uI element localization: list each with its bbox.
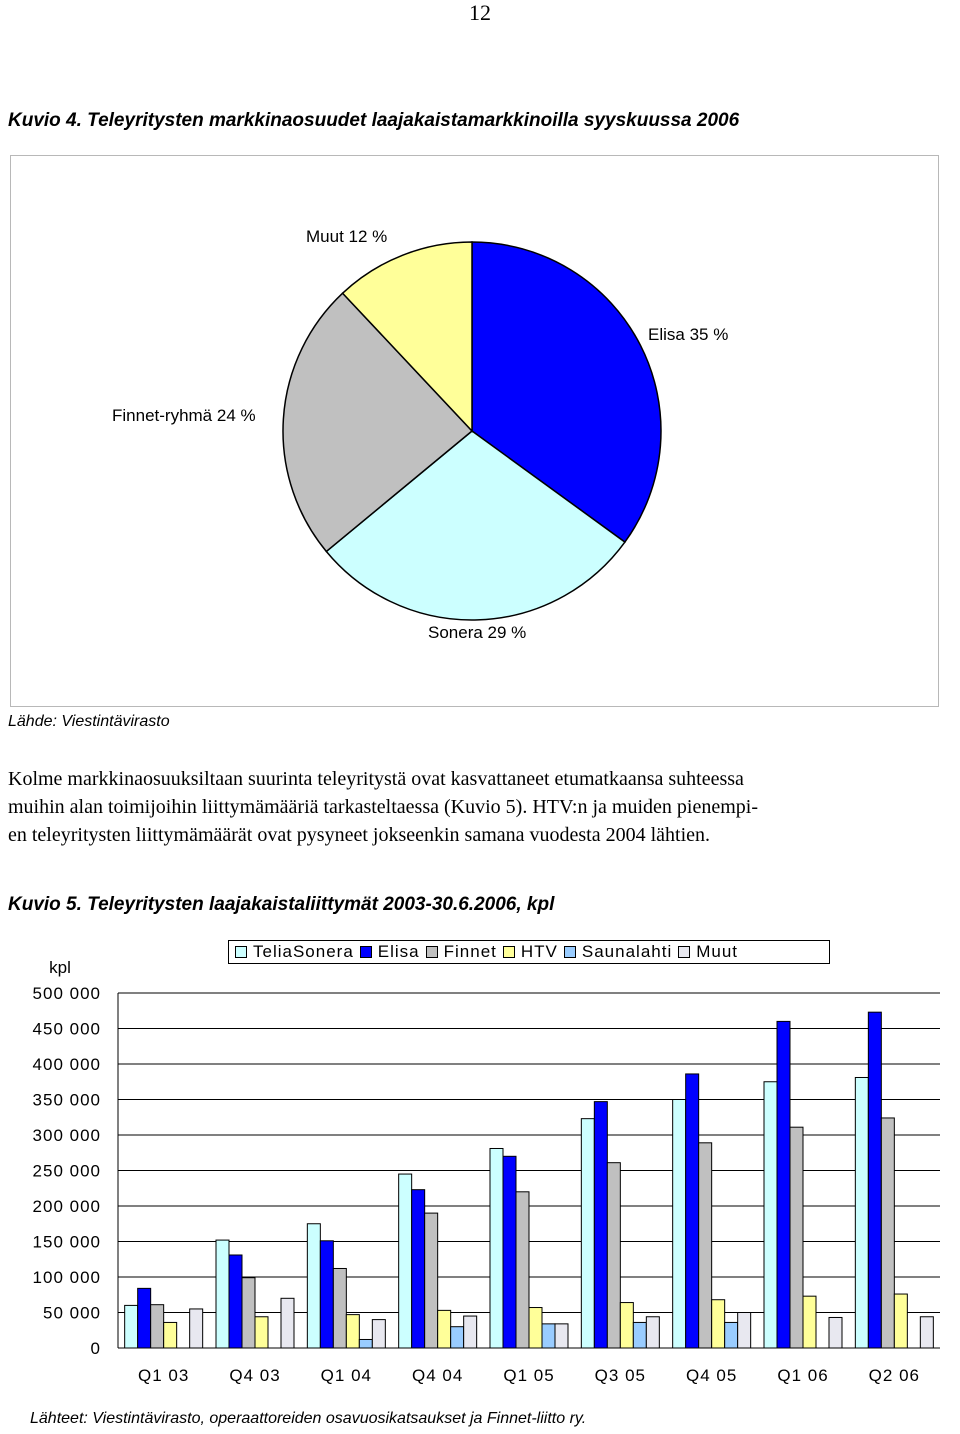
bar-teliasonera-q4-04: [399, 1174, 412, 1348]
x-tick-label: Q4 03: [229, 1366, 281, 1385]
pie-label-finnet: Finnet-ryhmä 24 %: [112, 406, 256, 425]
x-tick-label: Q1 06: [777, 1366, 829, 1385]
x-tick-label: Q4 05: [686, 1366, 738, 1385]
legend-label: HTV: [520, 942, 558, 961]
bar-elisa-q4-03: [229, 1255, 242, 1348]
x-tick-label: Q3 05: [594, 1366, 646, 1385]
bar-finnet-q1-06: [790, 1127, 803, 1348]
bar-teliasonera-q2-06: [855, 1077, 868, 1348]
x-tick-label: Q4 04: [412, 1366, 464, 1385]
bar-teliasonera-q4-03: [216, 1240, 229, 1348]
bar-htv-q1-04: [346, 1315, 359, 1348]
bar-teliasonera-q1-03: [125, 1305, 138, 1348]
bar-chart: [0, 930, 960, 1410]
x-tick-label: Q1 04: [320, 1366, 372, 1385]
bar-elisa-q4-04: [412, 1190, 425, 1348]
bar-finnet-q1-05: [516, 1192, 529, 1348]
y-tick-label: 200 000: [32, 1197, 101, 1216]
bar-htv-q4-04: [438, 1310, 451, 1348]
x-tick-label: Q1 05: [503, 1366, 555, 1385]
bar-htv-q4-05: [712, 1300, 725, 1348]
bar-muut-q1-04: [372, 1320, 385, 1348]
bar-finnet-q1-03: [151, 1305, 164, 1348]
page-number: 12: [469, 0, 491, 25]
bar-saunalahti-q1-04: [359, 1339, 372, 1348]
bar-htv-q1-03: [164, 1322, 177, 1348]
bar-muut-q4-05: [738, 1313, 751, 1349]
bar-elisa-q1-03: [138, 1288, 151, 1348]
bar-finnet-q4-05: [699, 1143, 712, 1348]
bar-saunalahti-q3-05: [633, 1322, 646, 1348]
legend-label: Elisa: [377, 942, 420, 961]
bar-teliasonera-q3-05: [581, 1119, 594, 1348]
y-tick-label: 500 000: [32, 984, 101, 1003]
y-axis-label: kpl: [49, 958, 71, 977]
bar-muut-q3-05: [646, 1317, 659, 1348]
y-tick-label: 400 000: [32, 1055, 101, 1074]
bar-teliasonera-q1-05: [490, 1148, 503, 1348]
bar-teliasonera-q1-06: [764, 1082, 777, 1348]
bar-muut-q4-04: [464, 1316, 477, 1348]
body-line: en teleyritysten liittymämäärät ovat pysyneet jokseenkin samana vuodesta 2004 lähtien.: [8, 824, 711, 846]
bar-teliasonera-q4-05: [673, 1100, 686, 1349]
figure5-title: Kuvio 5. Teleyritysten laajakaistaliittymät 2003-30.6.2006, kpl: [8, 894, 555, 915]
legend-label: Finnet: [443, 942, 497, 961]
pie-label-muut: Muut 12 %: [306, 227, 388, 246]
bar-muut-q1-03: [190, 1309, 203, 1348]
bar-source-note: Lähteet: Viestintävirasto, operaattoreiden osavuosikatsaukset ja Finnet-liitto ry.: [30, 1410, 587, 1427]
bar-saunalahti-q4-05: [725, 1322, 738, 1348]
y-tick-label: 300 000: [32, 1126, 101, 1145]
bar-elisa-q2-06: [868, 1012, 881, 1348]
bar-finnet-q4-04: [425, 1213, 438, 1348]
bar-finnet-q3-05: [607, 1163, 620, 1348]
legend-label: Muut: [696, 942, 739, 961]
y-tick-label: 0: [90, 1339, 101, 1358]
bar-saunalahti-q4-04: [451, 1327, 464, 1348]
bar-finnet-q4-03: [242, 1278, 255, 1348]
y-tick-label: 150 000: [32, 1232, 101, 1252]
x-tick-label: Q2 06: [868, 1366, 920, 1385]
body-line: muihin alan toimijoihin liittymämääriä tarkasteltaessa (Kuvio 5). HTV:n ja muiden pienempi-: [8, 796, 758, 818]
y-tick-label: 250 000: [32, 1161, 101, 1181]
legend-label: TeliaSonera: [253, 942, 354, 961]
pie-source-note: Lähde: Viestintävirasto: [8, 713, 170, 730]
bar-htv-q1-06: [803, 1296, 816, 1348]
pie-label-elisa: Elisa 35 %: [648, 325, 729, 344]
bar-elisa-q1-06: [777, 1021, 790, 1348]
body-paragraph: [8, 765, 958, 849]
body-line: Kolme markkinaosuuksiltaan suurinta teleyritystä ovat kasvattaneet etumatkaansa suhteessa: [8, 768, 744, 790]
y-tick-label: 50 000: [43, 1303, 101, 1323]
bar-muut-q4-03: [281, 1298, 294, 1348]
y-tick-label: 350 000: [32, 1090, 101, 1110]
bar-chart-area: [0, 930, 960, 1410]
bar-muut-q1-05: [555, 1324, 568, 1348]
bar-muut-q2-06: [920, 1317, 933, 1348]
bar-finnet-q1-04: [333, 1268, 346, 1348]
pie-label-sonera: Sonera 29 %: [428, 623, 527, 642]
figure4-title: Kuvio 4. Teleyritysten markkinaosuudet laajakaistamarkkinoilla syyskuussa 2006: [8, 110, 740, 131]
bar-htv-q2-06: [894, 1294, 907, 1348]
bar-elisa-q1-05: [503, 1156, 516, 1348]
y-tick-label: 100 000: [32, 1268, 101, 1287]
bar-muut-q1-06: [829, 1317, 842, 1348]
bar-teliasonera-q1-04: [307, 1224, 320, 1348]
bar-htv-q1-05: [529, 1308, 542, 1348]
bar-elisa-q4-05: [686, 1074, 699, 1348]
bar-htv-q3-05: [620, 1303, 633, 1348]
bar-elisa-q3-05: [594, 1102, 607, 1348]
bar-htv-q4-03: [255, 1317, 268, 1348]
legend-label: Saunalahti: [581, 942, 673, 961]
bar-saunalahti-q1-05: [542, 1324, 555, 1348]
x-tick-label: Q1 03: [138, 1366, 190, 1385]
y-tick-label: 450 000: [32, 1019, 101, 1039]
bar-elisa-q1-04: [320, 1241, 333, 1348]
bar-finnet-q2-06: [881, 1118, 894, 1348]
